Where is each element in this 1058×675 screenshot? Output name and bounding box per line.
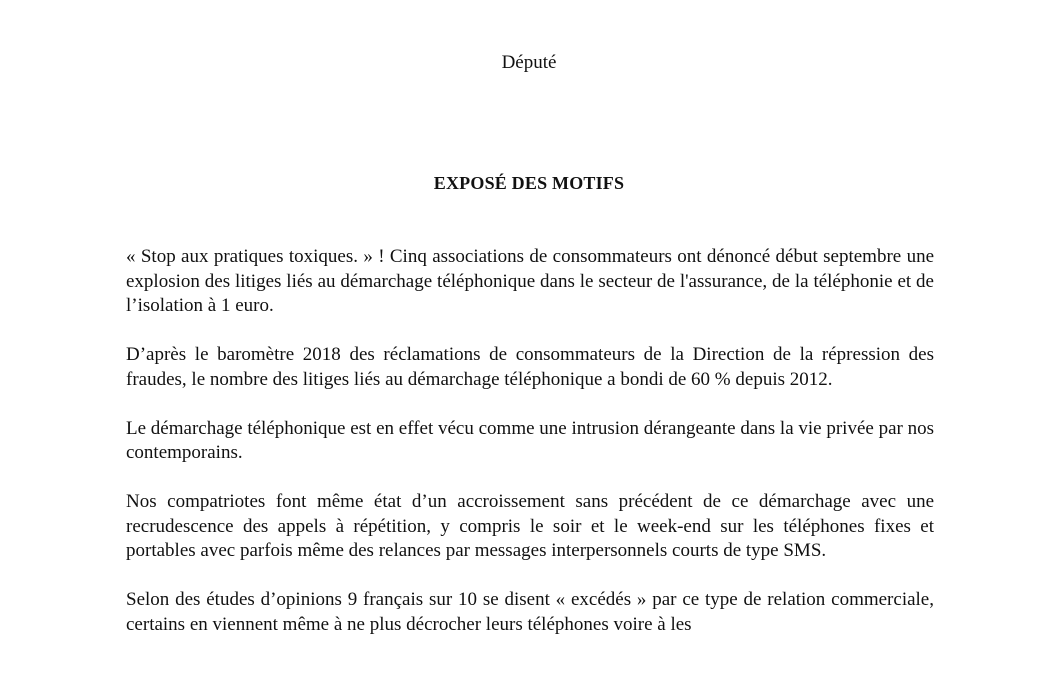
paragraph: Le démarchage téléphonique est en effet vécu comme une intrusion dérangeante dans la vie privée par nos contemporains.	[126, 417, 934, 463]
paragraph: « Stop aux pratiques toxiques. » ! Cinq associations de consommateurs ont dénoncé début septembre une explosion des litiges liés au démarchage téléphonique dans le secteur de l'assurance, de la téléphonie et de l’isolation à 1 euro.	[126, 246, 934, 316]
section-title: EXPOSÉ DES MOTIFS	[433, 173, 625, 193]
paragraph: D’après le baromètre 2018 des réclamations de consommateurs de la Direction de la répression des fraudes, le nombre des litiges liés au démarchage téléphonique a bondi de 60 % depuis 2012.	[126, 344, 934, 390]
author-role: Député	[501, 52, 557, 73]
document-body	[126, 245, 934, 662]
paragraph: Selon des études d’opinions 9 français sur 10 se disent « excédés » par ce type de relation commerciale, certains en viennent même à ne plus décrocher leurs téléphones voire à les	[126, 589, 934, 635]
paragraph: Nos compatriotes font même état d’un accroissement sans précédent de ce démarchage avec une recrudescence des appels à répétition, y compris le soir et le week-end sur les téléphones fixes et portables avec parfois même des relances par messages interpersonnels courts de type SMS.	[126, 491, 934, 561]
